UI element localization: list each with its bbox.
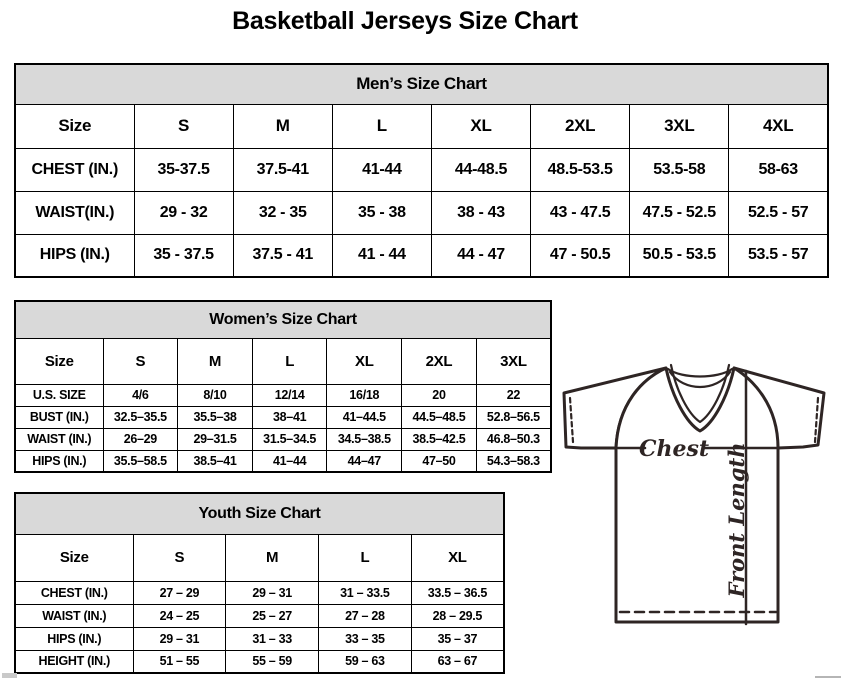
mens-waist-value: 32 - 35 <box>233 191 332 234</box>
youth-hips-row <box>15 627 504 650</box>
womens-bust-value: 38–41 <box>252 406 327 428</box>
youth-waist-value: 27 – 28 <box>319 604 412 627</box>
youth-waist-row <box>15 604 504 627</box>
youth-row-label-height: HEIGHT (IN.) <box>15 650 133 673</box>
mens-chest-value: 35-37.5 <box>134 148 233 191</box>
mens-col-header-size: Size <box>15 104 134 148</box>
youth-height-value: 55 – 59 <box>226 650 319 673</box>
youth-col-header-l: L <box>319 534 412 581</box>
youth-height-value: 59 – 63 <box>319 650 412 673</box>
womens-waist-value: 26–29 <box>103 428 178 450</box>
mens-column-header-row <box>15 104 828 148</box>
womens-hips-value: 38.5–41 <box>178 450 253 472</box>
womens-waist-value: 29–31.5 <box>178 428 253 450</box>
womens-col-header-2xl: 2XL <box>402 338 477 384</box>
youth-row-label-hips: HIPS (IN.) <box>15 627 133 650</box>
womens-row-label-us-size: U.S. SIZE <box>15 384 103 406</box>
youth-hips-value: 35 – 37 <box>411 627 504 650</box>
mens-hips-value: 50.5 - 53.5 <box>630 234 729 277</box>
youth-col-header-size: Size <box>15 534 133 581</box>
womens-bust-value: 44.5–48.5 <box>402 406 477 428</box>
mens-col-header-l: L <box>332 104 431 148</box>
youth-chest-value: 29 – 31 <box>226 581 319 604</box>
youth-chest-value: 33.5 – 36.5 <box>411 581 504 604</box>
womens-col-header-xl: XL <box>327 338 402 384</box>
mens-chest-value: 53.5-58 <box>630 148 729 191</box>
jersey-measurement-diagram <box>556 352 841 662</box>
mens-col-header-4xl: 4XL <box>729 104 828 148</box>
horizontal-scrollbar-thumb-left[interactable] <box>2 673 17 678</box>
mens-hips-value: 47 - 50.5 <box>531 234 630 277</box>
womens-bust-value: 41–44.5 <box>327 406 402 428</box>
womens-bust-value: 32.5–35.5 <box>103 406 178 428</box>
mens-col-header-m: M <box>233 104 332 148</box>
mens-waist-row <box>15 191 828 234</box>
womens-chart-title: Women’s Size Chart <box>15 301 551 338</box>
mens-hips-value: 44 - 47 <box>431 234 530 277</box>
womens-hips-value: 47–50 <box>402 450 477 472</box>
womens-waist-row <box>15 428 551 450</box>
mens-hips-value: 35 - 37.5 <box>134 234 233 277</box>
womens-waist-value: 31.5–34.5 <box>252 428 327 450</box>
youth-col-header-s: S <box>133 534 226 581</box>
mens-waist-value: 29 - 32 <box>134 191 233 234</box>
womens-row-label-hips: HIPS (IN.) <box>15 450 103 472</box>
womens-hips-value: 54.3–58.3 <box>476 450 551 472</box>
mens-chest-value: 37.5-41 <box>233 148 332 191</box>
mens-waist-value: 38 - 43 <box>431 191 530 234</box>
youth-row-label-chest: CHEST (IN.) <box>15 581 133 604</box>
chest-label: Chest <box>638 436 710 462</box>
womens-waist-value: 38.5–42.5 <box>402 428 477 450</box>
mens-waist-value: 43 - 47.5 <box>531 191 630 234</box>
mens-row-label-waist: WAIST(IN.) <box>15 191 134 234</box>
youth-size-chart-table <box>14 492 505 674</box>
womens-row-label-bust: BUST (IN.) <box>15 406 103 428</box>
mens-col-header-3xl: 3XL <box>630 104 729 148</box>
youth-chest-value: 27 – 29 <box>133 581 226 604</box>
youth-hips-value: 31 – 33 <box>226 627 319 650</box>
womens-chart-header-row <box>15 301 551 338</box>
womens-row-label-waist: WAIST (IN.) <box>15 428 103 450</box>
youth-chest-value: 31 – 33.5 <box>319 581 412 604</box>
youth-height-value: 63 – 67 <box>411 650 504 673</box>
mens-chest-value: 41-44 <box>332 148 431 191</box>
womens-us-size-row <box>15 384 551 406</box>
mens-hips-value: 37.5 - 41 <box>233 234 332 277</box>
youth-col-header-m: M <box>226 534 319 581</box>
youth-row-label-waist: WAIST (IN.) <box>15 604 133 627</box>
mens-waist-value: 35 - 38 <box>332 191 431 234</box>
mens-size-chart-table <box>14 63 829 278</box>
mens-chart-header-row <box>15 64 828 104</box>
womens-hips-value: 44–47 <box>327 450 402 472</box>
womens-col-header-3xl: 3XL <box>476 338 551 384</box>
womens-us-size-value: 4/6 <box>103 384 178 406</box>
youth-waist-value: 25 – 27 <box>226 604 319 627</box>
womens-col-header-s: S <box>103 338 178 384</box>
mens-hips-value: 41 - 44 <box>332 234 431 277</box>
womens-us-size-value: 8/10 <box>178 384 253 406</box>
jersey-body <box>616 368 778 622</box>
womens-size-chart-table <box>14 300 552 473</box>
womens-col-header-m: M <box>178 338 253 384</box>
mens-chest-value: 44-48.5 <box>431 148 530 191</box>
womens-waist-value: 34.5–38.5 <box>327 428 402 450</box>
womens-col-header-size: Size <box>15 338 103 384</box>
horizontal-scrollbar-thumb-right[interactable] <box>815 676 841 678</box>
mens-chart-title: Men’s Size Chart <box>15 64 828 104</box>
mens-hips-row <box>15 234 828 277</box>
mens-hips-value: 53.5 - 57 <box>729 234 828 277</box>
youth-height-row <box>15 650 504 673</box>
womens-bust-value: 52.8–56.5 <box>476 406 551 428</box>
mens-col-header-xl: XL <box>431 104 530 148</box>
mens-col-header-s: S <box>134 104 233 148</box>
youth-hips-value: 29 – 31 <box>133 627 226 650</box>
mens-chest-value: 58-63 <box>729 148 828 191</box>
womens-bust-value: 35.5–38 <box>178 406 253 428</box>
womens-us-size-value: 12/14 <box>252 384 327 406</box>
youth-chart-header-row <box>15 493 504 534</box>
womens-us-size-value: 22 <box>476 384 551 406</box>
youth-chest-row <box>15 581 504 604</box>
mens-col-header-2xl: 2XL <box>531 104 630 148</box>
womens-us-size-value: 16/18 <box>327 384 402 406</box>
jersey-collar-band-arc-1 <box>668 369 732 377</box>
womens-bust-row <box>15 406 551 428</box>
mens-row-label-hips: HIPS (IN.) <box>15 234 134 277</box>
front-length-label: Front Length <box>724 442 749 598</box>
youth-column-header-row <box>15 534 504 581</box>
womens-us-size-value: 20 <box>402 384 477 406</box>
mens-waist-value: 52.5 - 57 <box>729 191 828 234</box>
youth-hips-value: 33 – 35 <box>319 627 412 650</box>
jersey-outline-drawing <box>556 352 841 662</box>
womens-column-header-row <box>15 338 551 384</box>
womens-waist-value: 46.8–50.3 <box>476 428 551 450</box>
mens-chest-value: 48.5-53.5 <box>531 148 630 191</box>
youth-height-value: 51 – 55 <box>133 650 226 673</box>
youth-waist-value: 28 – 29.5 <box>411 604 504 627</box>
youth-waist-value: 24 – 25 <box>133 604 226 627</box>
womens-hips-value: 35.5–58.5 <box>103 450 178 472</box>
youth-chart-title: Youth Size Chart <box>15 493 504 534</box>
mens-row-label-chest: CHEST (IN.) <box>15 148 134 191</box>
page-title: Basketball Jerseys Size Chart <box>232 7 578 35</box>
youth-col-header-xl: XL <box>411 534 504 581</box>
womens-hips-row <box>15 450 551 472</box>
womens-col-header-l: L <box>252 338 327 384</box>
womens-hips-value: 41–44 <box>252 450 327 472</box>
mens-waist-value: 47.5 - 52.5 <box>630 191 729 234</box>
mens-chest-row <box>15 148 828 191</box>
